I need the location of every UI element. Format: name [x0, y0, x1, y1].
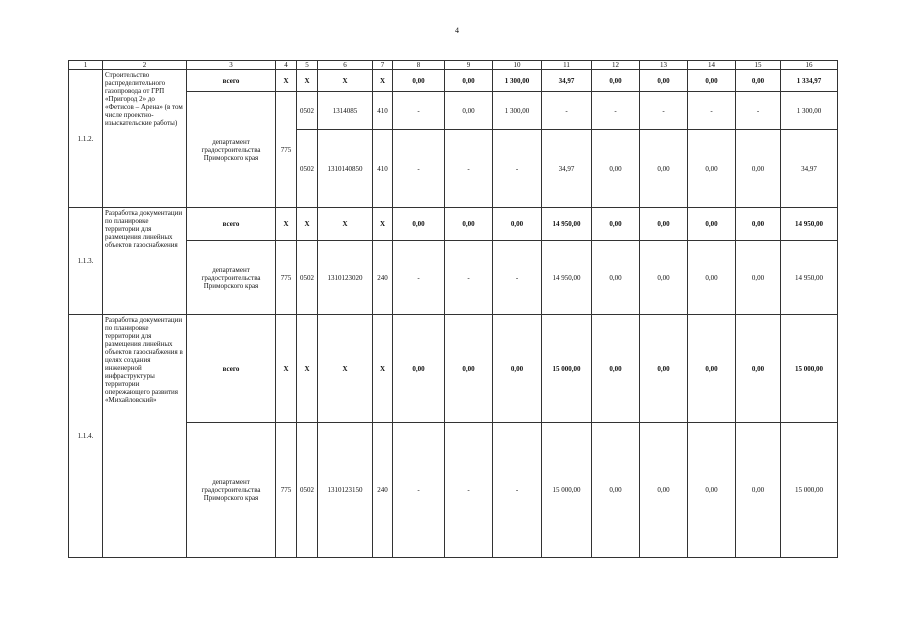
- cell: 0,00: [640, 423, 688, 558]
- table-row: [69, 208, 838, 241]
- cell: -: [393, 92, 445, 130]
- cell: 1 300,00: [781, 92, 838, 130]
- cell: 14 950,00: [542, 241, 592, 315]
- cell: 0,00: [393, 315, 445, 423]
- cell: -: [493, 130, 542, 208]
- cell: 15 000,00: [781, 423, 838, 558]
- cell: 0,00: [736, 208, 781, 241]
- cell: 0,00: [640, 208, 688, 241]
- cell: 1310123150: [318, 423, 373, 558]
- cell: 0,00: [445, 70, 493, 92]
- cell: 0,00: [592, 208, 640, 241]
- cell: 0,00: [688, 423, 736, 558]
- cell: 0,00: [592, 315, 640, 423]
- cell: 0,00: [445, 208, 493, 241]
- cell: 0,00: [640, 241, 688, 315]
- header-cell: 12: [592, 61, 640, 70]
- total-label: всего: [187, 315, 276, 423]
- header-cell: 16: [781, 61, 838, 70]
- cell: 34,97: [542, 130, 592, 208]
- cell: X: [318, 70, 373, 92]
- item-number: 1.1.2.: [69, 70, 103, 208]
- department-cell: департамент градостроительства Приморского края: [187, 241, 276, 315]
- cell: 0,00: [736, 423, 781, 558]
- cell: 0,00: [592, 130, 640, 208]
- cell: -: [445, 241, 493, 315]
- cell: 0,00: [640, 70, 688, 92]
- cell: -: [493, 241, 542, 315]
- cell: 0,00: [393, 208, 445, 241]
- cell: 0,00: [736, 70, 781, 92]
- cell: 0,00: [445, 92, 493, 130]
- cell: 0,00: [592, 70, 640, 92]
- cell: -: [493, 423, 542, 558]
- cell: 34,97: [781, 130, 838, 208]
- header-row: [69, 61, 838, 70]
- cell: X: [276, 70, 297, 92]
- total-label: всего: [187, 70, 276, 92]
- cell: 240: [373, 423, 393, 558]
- cell: 0,00: [592, 241, 640, 315]
- cell: 240: [373, 241, 393, 315]
- cell: X: [373, 315, 393, 423]
- header-cell: 8: [393, 61, 445, 70]
- cell: 0,00: [640, 130, 688, 208]
- item-description: Разработка документации по планировке территории для размещения линейных объектов газоснабжения в целях создания инженерной инфраструктуры территории опережающего развития «Михайловский»: [103, 315, 187, 558]
- budget-table: [68, 60, 838, 558]
- cell: 0502: [297, 241, 318, 315]
- cell: X: [297, 208, 318, 241]
- cell: X: [373, 208, 393, 241]
- cell: 775: [276, 241, 297, 315]
- page-number: 4: [455, 26, 459, 35]
- cell: 0,00: [640, 315, 688, 423]
- header-cell: 1: [69, 61, 103, 70]
- cell: 0,00: [393, 70, 445, 92]
- cell: 775: [276, 423, 297, 558]
- cell: 410: [373, 92, 393, 130]
- item-number: 1.1.3.: [69, 208, 103, 315]
- total-label: всего: [187, 208, 276, 241]
- item-description: Строительство распределительного газопровода от ГРП «Пригород 2» до «Фетисов – Арена» (в том числе проектно-изыскательские работы): [103, 70, 187, 208]
- cell: 0,00: [445, 315, 493, 423]
- cell: -: [445, 423, 493, 558]
- cell: -: [393, 130, 445, 208]
- cell: -: [393, 423, 445, 558]
- cell: 34,97: [542, 70, 592, 92]
- cell: X: [276, 315, 297, 423]
- cell: -: [542, 92, 592, 130]
- item-description: Разработка документации по планировке территории для размещения линейных объектов газоснабжения: [103, 208, 187, 315]
- cell: 1310123020: [318, 241, 373, 315]
- department-cell: департамент градостроительства Приморского края: [187, 92, 276, 208]
- cell: 0,00: [736, 241, 781, 315]
- header-cell: 14: [688, 61, 736, 70]
- cell: 0502: [297, 130, 318, 208]
- header-cell: 9: [445, 61, 493, 70]
- cell: 1 334,97: [781, 70, 838, 92]
- cell: X: [276, 208, 297, 241]
- cell: X: [297, 70, 318, 92]
- table-row: [69, 315, 838, 423]
- cell: 14 950,00: [542, 208, 592, 241]
- cell: 0,00: [493, 208, 542, 241]
- cell: -: [393, 241, 445, 315]
- cell: 15 000,00: [781, 315, 838, 423]
- cell: 775: [276, 92, 297, 208]
- department-cell: департамент градостроительства Приморского края: [187, 423, 276, 558]
- header-cell: 2: [103, 61, 187, 70]
- cell: 0,00: [688, 130, 736, 208]
- cell: 1 300,00: [493, 92, 542, 130]
- cell: 0,00: [688, 208, 736, 241]
- header-cell: 7: [373, 61, 393, 70]
- cell: X: [318, 315, 373, 423]
- cell: 0,00: [736, 130, 781, 208]
- cell: 15 000,00: [542, 423, 592, 558]
- cell: X: [318, 208, 373, 241]
- cell: 14 950,00: [781, 241, 838, 315]
- header-cell: 6: [318, 61, 373, 70]
- header-cell: 5: [297, 61, 318, 70]
- cell: 410: [373, 130, 393, 208]
- item-number: 1.1.4.: [69, 315, 103, 558]
- cell: 1310140850: [318, 130, 373, 208]
- cell: X: [297, 315, 318, 423]
- header-cell: 15: [736, 61, 781, 70]
- cell: 0,00: [736, 315, 781, 423]
- header-cell: 13: [640, 61, 688, 70]
- cell: -: [640, 92, 688, 130]
- cell: 1 300,00: [493, 70, 542, 92]
- cell: 0,00: [493, 315, 542, 423]
- cell: -: [445, 130, 493, 208]
- cell: 0,00: [592, 423, 640, 558]
- cell: 0,00: [688, 70, 736, 92]
- cell: 0,00: [688, 241, 736, 315]
- cell: 15 000,00: [542, 315, 592, 423]
- header-cell: 3: [187, 61, 276, 70]
- cell: 1314085: [318, 92, 373, 130]
- cell: X: [373, 70, 393, 92]
- header-cell: 10: [493, 61, 542, 70]
- cell: -: [688, 92, 736, 130]
- cell: 14 950,00: [781, 208, 838, 241]
- cell: 0,00: [688, 315, 736, 423]
- cell: 0502: [297, 92, 318, 130]
- header-cell: 4: [276, 61, 297, 70]
- cell: -: [592, 92, 640, 130]
- cell: 0502: [297, 423, 318, 558]
- cell: -: [736, 92, 781, 130]
- header-cell: 11: [542, 61, 592, 70]
- table-row: [69, 70, 838, 92]
